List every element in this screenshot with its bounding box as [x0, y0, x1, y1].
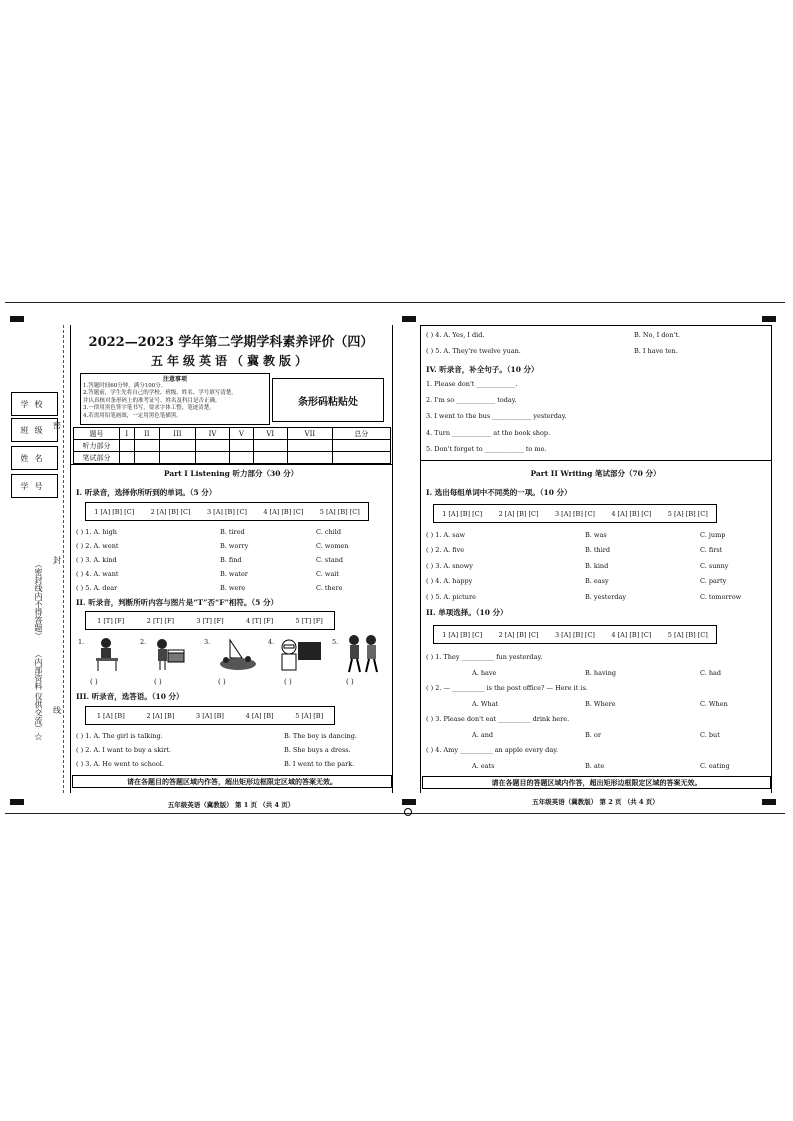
answer-box-s2[interactable]	[85, 611, 335, 630]
writing-s2-title: II. 单项选择。（10 分）	[426, 608, 508, 617]
answer-option[interactable]: 2 [A] [B] [C]	[498, 630, 539, 639]
option-b: B. No, I don't.	[634, 331, 681, 339]
answer-option[interactable]: 5 [A] [B] [C]	[319, 507, 360, 516]
score-cell[interactable]	[195, 452, 229, 464]
answer-option[interactable]: 1 [A] [B]	[96, 711, 125, 720]
page-footer: 五年级英语（冀教版） 第 2 页 （共 4 页）	[532, 798, 659, 806]
answer-paren[interactable]: ( )	[154, 678, 162, 686]
teacher-blackboard-icon	[278, 638, 322, 672]
score-cell[interactable]	[159, 452, 195, 464]
answer-option[interactable]: 2 [A] [B] [C]	[498, 509, 539, 518]
answer-paren[interactable]: ( )	[218, 678, 226, 686]
registration-mark	[402, 316, 416, 322]
listening-s1-title: I. 听录音，选择你所听到的单词。（5 分）	[76, 488, 217, 497]
fill-sentence[interactable]: 5. Don't forget to ____________ to me.	[426, 445, 547, 453]
listening-s2-title: II. 听录音，判断所听内容与图片是“T”否“F”相符。（5 分）	[76, 598, 278, 607]
page-footer: 五年级英语（冀教版） 第 1 页 （共 4 页）	[167, 801, 295, 809]
answer-box-w1[interactable]	[433, 504, 717, 523]
answer-option[interactable]: 1 [T] [F]	[97, 616, 125, 625]
option-c: C. had	[700, 669, 722, 677]
notice-line: 4.若需用铅笔画图，一定用黑色笔描黑。	[83, 412, 182, 419]
option-b: B. I went to the park.	[284, 760, 355, 768]
score-cell[interactable]	[134, 440, 159, 452]
section-rule	[420, 325, 771, 326]
answer-option[interactable]: 1 [A] [B] [C]	[94, 507, 135, 516]
exam-subtitle: 五年级英语（冀教版）	[150, 354, 311, 368]
option-c: C. sunny	[700, 562, 729, 570]
question-item: ( ) 3. A. He went to school.	[76, 760, 164, 768]
answer-option[interactable]: 5 [A] [B]	[295, 711, 324, 720]
answer-option[interactable]: 5 [T] [F]	[295, 616, 323, 625]
score-header: IV	[195, 428, 229, 440]
boy-at-desk-icon	[92, 636, 122, 672]
score-header: V	[230, 428, 254, 440]
option-c: C. women	[316, 542, 349, 550]
picture-number: 2.	[140, 638, 147, 646]
registration-mark	[10, 799, 24, 805]
question-item: ( ) 3. Please don't eat __________ drink here.	[426, 715, 570, 723]
page2-right-border	[771, 325, 772, 793]
answer-box-s3[interactable]	[85, 706, 335, 725]
fill-sentence[interactable]: 3. I went to the bus ____________ yesterday.	[426, 412, 567, 420]
option-c: C. first	[700, 546, 723, 554]
answer-box-s1[interactable]	[85, 502, 369, 521]
option-b: B. The boy is dancing.	[284, 732, 357, 740]
answer-box-w2[interactable]	[433, 625, 717, 644]
score-row-label: 听力部分	[74, 440, 120, 452]
option-a: A. have	[472, 669, 497, 677]
page1-right-border	[392, 325, 393, 793]
answer-option[interactable]: 4 [A] [B] [C]	[611, 630, 652, 639]
option-b: B. find	[220, 556, 242, 564]
class-field: 班级	[11, 418, 58, 442]
question-item: ( ) 1. A. saw	[426, 531, 466, 539]
answer-option[interactable]: 3 [A] [B] [C]	[554, 630, 595, 639]
score-cell[interactable]	[230, 440, 254, 452]
answer-option[interactable]: 2 [A] [B] [C]	[150, 507, 191, 516]
score-header: VI	[253, 428, 287, 440]
question-item: ( ) 4. A. want	[76, 570, 119, 578]
page1-left-border	[70, 325, 71, 793]
option-b: B. having	[585, 669, 617, 677]
question-item: ( ) 1. A. The girl is talking.	[76, 732, 163, 740]
answer-area-notice: 请在各题目的答题区域内作答，超出矩形边框限定区域的答案无效。	[422, 776, 771, 789]
registration-mark	[402, 799, 416, 805]
option-b: B. third	[585, 546, 611, 554]
notice-line: 2.答题前，学生先将自己的学校、班级、姓名、学号填写清楚。	[83, 390, 237, 397]
registration-mark	[762, 316, 776, 322]
score-cell[interactable]	[159, 440, 195, 452]
score-table	[73, 427, 391, 464]
answer-option[interactable]: 4 [A] [B] [C]	[263, 507, 304, 516]
option-a: A. What	[472, 700, 499, 708]
option-a: A. and	[472, 731, 494, 739]
notice-title: 注意事项	[162, 376, 187, 383]
barcode-area: 条形码粘贴处	[272, 378, 384, 422]
listening-s4-title: IV. 听录音，补全句子。（10 分）	[426, 365, 539, 374]
answer-option[interactable]: 2 [A] [B]	[146, 711, 175, 720]
question-item: ( ) 1. They __________ fun yesterday.	[426, 653, 543, 661]
question-item: ( ) 4. Amy __________ an apple every day.	[426, 746, 559, 754]
score-cell[interactable]	[287, 440, 332, 452]
question-item: ( ) 5. A. picture	[426, 593, 476, 601]
option-c: C. When	[700, 700, 728, 708]
option-b: B. Where	[585, 700, 616, 708]
question-item: ( ) 4. A. happy	[426, 577, 473, 585]
question-item: ( ) 3. A. kind	[76, 556, 117, 564]
sailboat-crowd-icon	[218, 638, 258, 672]
picture-number: 5.	[332, 638, 339, 646]
option-c: C. eating	[700, 762, 730, 770]
score-cell[interactable]	[287, 452, 332, 464]
option-b: B. ate	[585, 762, 605, 770]
question-item: ( ) 2. A. five	[426, 546, 465, 554]
question-item: ( ) 5. A. They're twelve yuan.	[426, 347, 521, 355]
option-c: C. tomorrow	[700, 593, 742, 601]
two-kids-walking-icon	[344, 634, 382, 674]
answer-option[interactable]: 3 [A] [B] [C]	[554, 509, 595, 518]
question-item: ( ) 2. A. went	[76, 542, 119, 550]
score-cell[interactable]	[253, 452, 287, 464]
option-b: B. was	[585, 531, 607, 539]
score-header: III	[159, 428, 195, 440]
notice-line: 3.一律用黑色签字笔书写，要求字体工整、笔迹清楚。	[83, 405, 215, 412]
registration-mark	[10, 316, 24, 322]
writing-s1-title: I. 选出每组单词中不同类的一项。（10 分）	[426, 488, 572, 497]
listening-s3-title: III. 听录音，选答语。（10 分）	[76, 692, 184, 701]
question-item: ( ) 3. A. snowy	[426, 562, 473, 570]
option-c: C. there	[316, 584, 343, 592]
answer-option[interactable]: 1 [A] [B] [C]	[442, 509, 483, 518]
seal-char: 密	[53, 421, 61, 430]
option-b: B. were	[220, 584, 246, 592]
score-header: VII	[287, 428, 332, 440]
answer-option[interactable]: 3 [T] [F]	[196, 616, 224, 625]
score-header: I	[120, 428, 135, 440]
notice-line: 并认真核对条形码上的准考证号、姓名及科目是否正确。	[83, 397, 221, 404]
score-cell[interactable]	[332, 452, 390, 464]
question-item: ( ) 1. A. high	[76, 528, 117, 536]
answer-option[interactable]: 3 [A] [B] [C]	[206, 507, 247, 516]
option-b: B. tired	[220, 528, 245, 536]
answer-option[interactable]: 5 [A] [B] [C]	[667, 630, 708, 639]
option-b: B. or	[585, 731, 601, 739]
seal-char: 封	[53, 556, 61, 565]
center-hole-icon	[404, 808, 412, 816]
name-field: 姓名	[11, 446, 58, 470]
option-b: B. She buys a dress.	[284, 746, 351, 754]
option-a: A. eats	[472, 762, 495, 770]
score-cell[interactable]	[253, 440, 287, 452]
option-b: B. I have ten.	[634, 347, 678, 355]
seal-warning: （密封线内不得答题）	[34, 560, 43, 640]
section-rule	[70, 464, 392, 465]
notice-line: 1.答题时间60分钟，满分100分。	[83, 383, 167, 389]
option-c: C. child	[316, 528, 342, 536]
answer-option[interactable]: 4 [A] [B]	[245, 711, 274, 720]
section-rule	[420, 460, 771, 461]
score-cell[interactable]	[230, 452, 254, 464]
option-c: C. but	[700, 731, 720, 739]
score-cell[interactable]	[120, 440, 135, 452]
seal-line	[63, 325, 64, 793]
option-b: B. water	[220, 570, 248, 578]
score-cell[interactable]	[120, 452, 135, 464]
answer-area-notice: 请在各题目的答题区域内作答，超出矩形边框限定区域的答案无效。	[72, 775, 392, 788]
fill-sentence[interactable]: 2. I'm so ____________ today.	[426, 396, 517, 404]
answer-option[interactable]: 4 [T] [F]	[245, 616, 274, 625]
score-header: II	[134, 428, 159, 440]
option-c: C. jump	[700, 531, 726, 539]
answer-paren[interactable]: ( )	[284, 678, 292, 686]
question-item: ( ) 4. A. Yes, I did.	[426, 331, 485, 339]
answer-option[interactable]: 2 [T] [F]	[146, 616, 175, 625]
option-c: C. wait	[316, 570, 340, 578]
question-item: ( ) 2. A. I want to buy a skirt.	[76, 746, 171, 754]
seal-char: 线	[53, 706, 61, 715]
school-field: 学校	[11, 392, 58, 416]
option-c: C. party	[700, 577, 727, 585]
score-header: 总分	[332, 428, 390, 440]
question-item: ( ) 2. — __________ is the post office? — Here it is.	[426, 684, 588, 692]
notice-box	[80, 373, 270, 425]
picture-number: 1.	[78, 638, 85, 646]
option-b: B. worry	[220, 542, 249, 550]
part1-title: Part I Listening 听力部分（30 分）	[163, 469, 299, 478]
option-b: B. easy	[585, 577, 609, 585]
answer-option[interactable]: 3 [A] [B]	[196, 711, 224, 720]
page2-left-border	[420, 325, 421, 793]
option-b: B. kind	[585, 562, 609, 570]
internal-note: （内部资料 仅供交流）☆	[34, 650, 43, 741]
picture-number: 3.	[204, 638, 211, 646]
question-item: ( ) 5. A. dear	[76, 584, 118, 592]
fill-sentence[interactable]: 4. Turn ____________ at the book shop.	[426, 429, 551, 437]
student-id-field: 学号	[11, 474, 58, 498]
score-cell[interactable]	[332, 440, 390, 452]
option-c: C. stand	[316, 556, 344, 564]
score-header: 题号	[74, 428, 120, 440]
score-cell[interactable]	[195, 440, 229, 452]
answer-option[interactable]: 4 [A] [B] [C]	[611, 509, 652, 518]
score-row-label: 笔试部分	[74, 452, 120, 464]
answer-option[interactable]: 1 [A] [B] [C]	[442, 630, 483, 639]
fill-sentence[interactable]: 1. Please don't ____________.	[426, 380, 518, 388]
answer-paren[interactable]: ( )	[90, 678, 98, 686]
option-b: B. yesterday	[585, 593, 627, 601]
exam-title: 2022—2023 学年第二学期学科素养评价（四）	[88, 335, 374, 350]
part2-title: Part II Writing 笔试部分（70 分）	[530, 469, 661, 478]
girl-playing-piano-icon	[152, 636, 186, 672]
answer-paren[interactable]: ( )	[346, 678, 354, 686]
picture-number: 4.	[268, 638, 275, 646]
score-cell[interactable]	[134, 452, 159, 464]
answer-option[interactable]: 5 [A] [B] [C]	[667, 509, 708, 518]
